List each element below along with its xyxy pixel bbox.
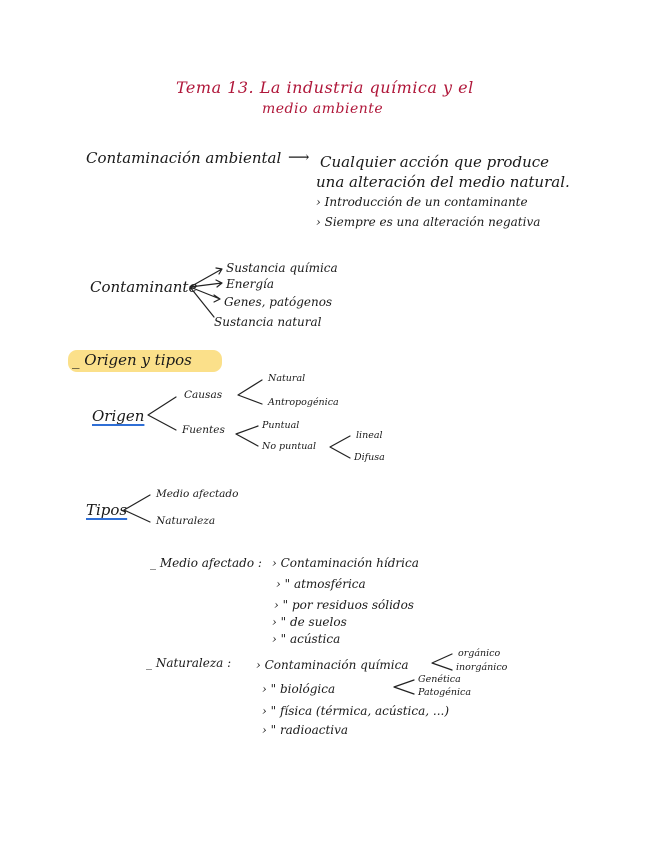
brace-fuentes — [236, 426, 258, 446]
fuentes-puntual: Puntual — [262, 420, 300, 431]
medio-afectado-item: › " acústica — [272, 632, 341, 646]
brace-no-puntual — [330, 436, 350, 458]
contaminante-item: Genes, patógenos — [224, 295, 333, 309]
contaminante-item: Energía — [226, 277, 274, 291]
contaminante-item: Sustancia química — [226, 261, 338, 275]
biologica-item: Patogénica — [418, 687, 472, 698]
no-puntual-item: lineal — [356, 430, 383, 441]
naturaleza-fisica: › " física (térmica, acústica, ...) — [262, 704, 450, 718]
brace-tipos — [124, 495, 150, 522]
term-causas: Causas — [184, 389, 223, 401]
contaminante-item: Sustancia natural — [214, 315, 322, 329]
term-origen: Origen — [92, 407, 145, 425]
brace-quimica — [432, 654, 452, 670]
biologica-item: Genética — [418, 674, 461, 685]
no-puntual-item: Difusa — [354, 452, 385, 463]
term-contaminacion-ambiental: Contaminación ambiental — [86, 149, 282, 167]
tipos-item: Medio afectado — [156, 488, 239, 500]
term-tipos: Tipos — [86, 501, 128, 519]
definition-line2: una alteración del medio natural. — [316, 173, 570, 191]
quimica-item: inorgánico — [456, 662, 508, 673]
term-contaminante: Contaminante — [90, 278, 198, 296]
note-introduccion: › Introducción de un contaminante — [316, 195, 528, 209]
naturaleza-radioactiva: › " radioactiva — [262, 723, 349, 737]
naturaleza-biologica: › " biológica — [262, 682, 336, 696]
fan-arrow — [190, 287, 220, 302]
brace-origen — [148, 397, 176, 430]
brace-biologica — [394, 680, 414, 694]
medio-afectado-item: › " por residuos sólidos — [274, 598, 414, 612]
quimica-item: orgánico — [458, 648, 501, 659]
medio-afectado-item: › Contaminación hídrica — [272, 556, 419, 570]
definition-line1: Cualquier acción que produce — [320, 153, 550, 171]
causas-item: Antropogénica — [268, 397, 339, 408]
fuentes-no-puntual: No puntual — [262, 441, 317, 452]
tipos-item: Naturaleza — [156, 515, 216, 527]
term-fuentes: Fuentes — [182, 424, 225, 436]
heading-origen-tipos: _ Origen y tipos — [72, 351, 192, 369]
page-title-line1: Tema 13. La industria química y el — [176, 78, 474, 97]
brace-causas — [238, 380, 262, 404]
page-title-line2: medio ambiente — [262, 101, 384, 117]
causas-item: Natural — [268, 373, 306, 384]
naturaleza-quimica: › Contaminación química — [256, 658, 409, 672]
fan-arrow — [190, 280, 222, 287]
label-medio-afectado: _ Medio afectado : — [150, 556, 262, 570]
note-alteracion-negativa: › Siempre es una alteración negativa — [316, 215, 541, 229]
medio-afectado-item: › " de suelos — [272, 615, 347, 629]
arrow-icon: ⟶ — [288, 148, 310, 166]
label-naturaleza: _ Naturaleza : — [146, 656, 232, 670]
medio-afectado-item: › " atmosférica — [276, 577, 366, 591]
